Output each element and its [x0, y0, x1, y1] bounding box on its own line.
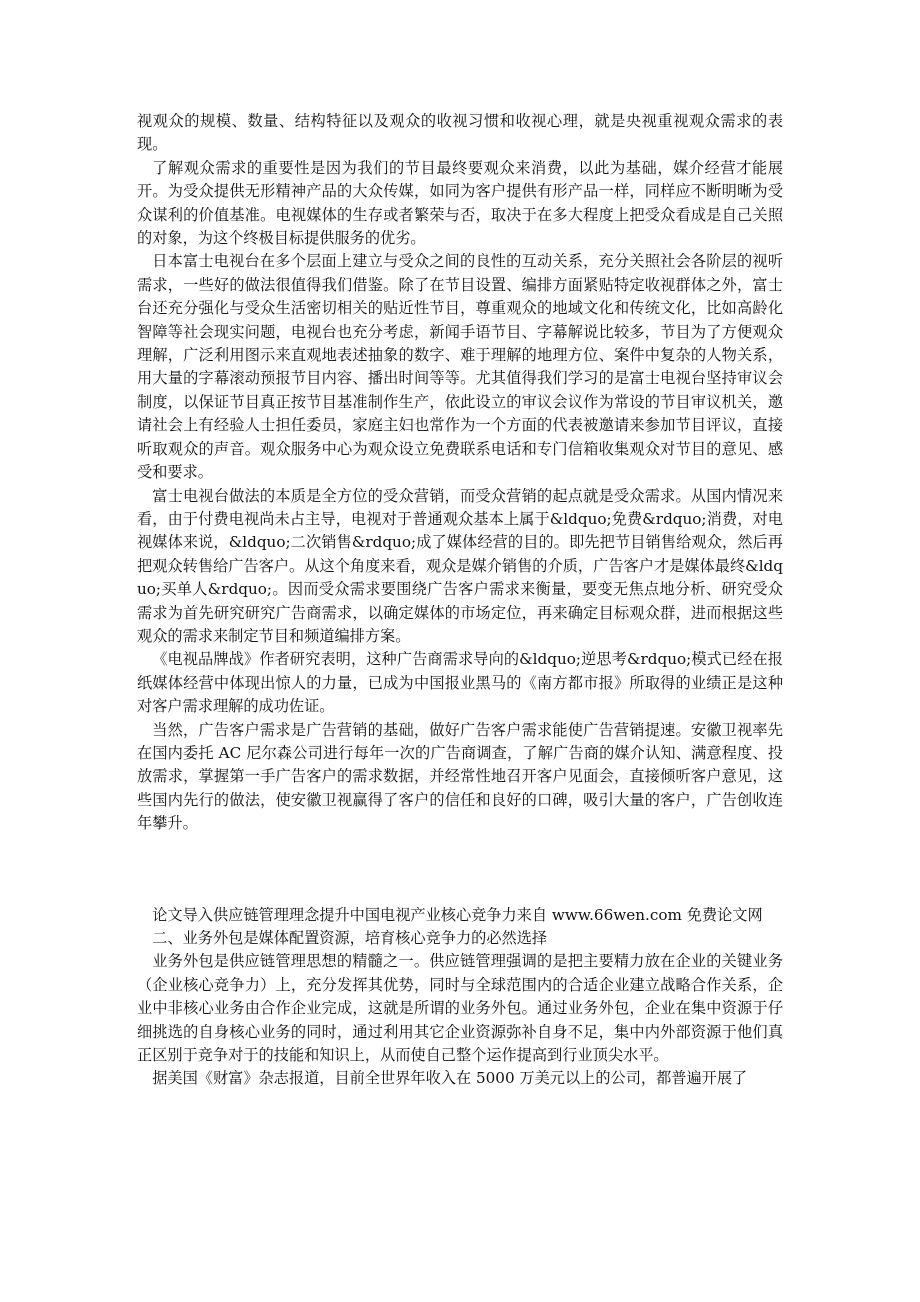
- section-spacer: [137, 836, 783, 904]
- paragraph: 据美国《财富》杂志报道，目前全世界年收入在 5000 万美元以上的公司，都普遍开展了: [152, 1069, 748, 1088]
- paragraph: 日本富士电视台在多个层面上建立与受众之间的良性的互动关系，充分关照社会各阶层的视听需求，一些好的做法很值得我们借鉴。除了在节目设置、编排方面紧贴特定收视群体之外，富士台还充分强化与受众生活密切相关的贴近性节目，尊重观众的地域文化和传统文化，比如高龄化智障等社会现实问题，电视台也充分考虑，新闻手语节目、字幕解说比较多，节目为了方便观众理解，广泛利用图示来直观地表述抽象的数字、难于理解的地理方位、案件中复杂的人物关系，用大量的字幕滚动预报节目内容、播出时间等等。尤其值得我们学习的是富士电视台坚持审议会制度，以保证节目真正按节目基准制作生产，依此设立的审议会议作为常设的节目审议机关，邀请社会上有经验人士担任委员，家庭主妇也常作为一个方面的代表被邀请来参加节目评议，直接听取观众的声音。观众服务中心为观众设立免费联系电话和专门信箱收集观众对节目的意见、感受和要求。: [137, 252, 783, 482]
- paragraph: 业务外包是供应链管理思想的精髓之一。供应链管理强调的是把主要精力放在企业的关键业务（企业核心竞争力）上，充分发挥其优势，同时与全球范围内的合适企业建立战略合作关系，企业中非核心业务由合作企业完成，这就是所谓的业务外包。通过业务外包，企业在集中资源于仔细挑选的自身核心业务的同时，通过利用其它企业资源弥补自身不足，集中内外部资源于他们真正区别于竞争对于的技能和知识上，从而使自己整个运作提高到行业顶尖水平。: [137, 952, 783, 1065]
- section-heading: 二、业务外包是媒体配置资源，培育核心竞争力的必然选择: [152, 929, 548, 947]
- paragraph: 《电视品牌战》作者研究表明，这种广告商需求导向的&ldquo;逆思考&rdquo;模式已经在报纸媒体经营中体现出惊人的力量，已成为中国报业黑马的《南方都市报》所取得的业绩正是这种对客户需求理解的成功佐证。: [137, 650, 783, 716]
- document-body: [137, 110, 783, 1091]
- paragraph: 了解观众需求的重要性是因为我们的节目最终要观众来消费，以此为基础，媒介经营才能展开。为受众提供无形精神产品的大众传媒，如同为客户提供有形产品一样，同样应不断明晰为受众谋利的价值基准。电视媒体的生存或者繁荣与否，取决于在多大程度上把受众看成是自己关照的对象，为这个终极目标提供服务的优劣。: [137, 158, 783, 248]
- paragraph: 富士电视台做法的本质是全方位的受众营销，而受众营销的起点就是受众需求。从国内情况来看，由于付费电视尚未占主导，电视对于普通观众基本上属于&ldquo;免费&rdquo;消费，对电视媒体来说，&ldquo;二次销售&rdquo;成了媒体经营的目的。即先把节目销售给观众，然后再把观众转售给广告客户。从这个角度来看，观众是媒介销售的介质，广告客户才是媒体最终&ldquo;买单人&rdquo;。因而受众需求要围绕广告客户需求来衡量，要变无焦点地分析、研究受众需求为首先研究研究广告商需求，以确定媒体的市场定位，再来确定目标观众群，进而根据这些观众的需求来制定节目和频道编排方案。: [137, 486, 783, 645]
- paragraph: 视观众的规模、数量、结构特征以及观众的收视习惯和收视心理，就是央视重视观众需求的表现。: [137, 112, 783, 154]
- source-note: 论文导入供应链管理理念提升中国电视产业核心竞争力来自 www.66wen.com 免费论文网: [152, 905, 763, 924]
- paragraph: 当然，广告客户需求是广告营销的基础，做好广告客户需求能使广告营销提速。安徽卫视率先在国内委托 AC 尼尔森公司进行每年一次的广告商调查，了解广告商的媒介认知、满意程度、投放需求，掌握第一手广告客户的需求数据，并经常性地召开客户见面会，直接倾听客户意见，这些国内先行的做法，使安徽卫视赢得了客户的信任和良好的口碑，吸引大量的客户，广告创收连年攀升。: [137, 720, 783, 833]
